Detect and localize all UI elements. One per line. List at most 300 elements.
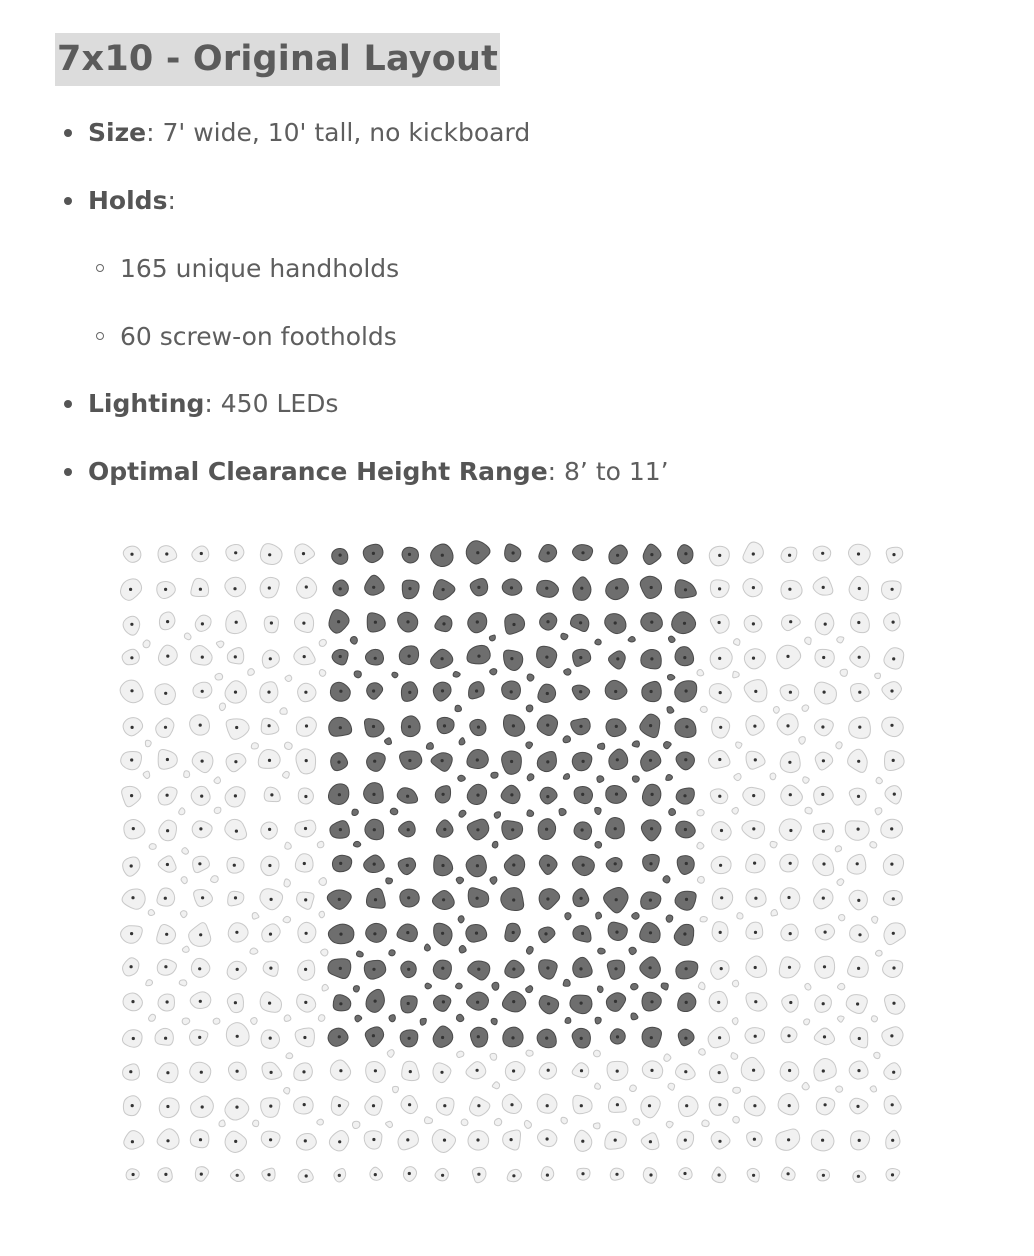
bolt-hole xyxy=(129,1070,132,1073)
foothold xyxy=(219,1120,225,1127)
bolt-hole xyxy=(754,897,757,900)
bolt-hole xyxy=(441,864,444,867)
lit-foothold xyxy=(563,774,569,780)
bolt-hole xyxy=(856,1002,859,1005)
bolt-hole xyxy=(303,862,306,865)
bolt-hole xyxy=(199,724,202,727)
bolt-hole xyxy=(441,689,444,692)
bolt-hole xyxy=(787,1034,790,1037)
bolt-hole xyxy=(166,620,169,623)
bolt-hole xyxy=(719,691,722,694)
lit-foothold xyxy=(389,1015,395,1022)
bolt-hole xyxy=(476,897,479,900)
foothold xyxy=(733,1087,741,1093)
bolt-hole xyxy=(443,1104,446,1107)
bolt-hole xyxy=(718,1036,721,1039)
bolt-hole xyxy=(406,620,409,623)
bolt-hole xyxy=(649,899,652,902)
bolt-hole xyxy=(476,620,479,623)
lit-foothold xyxy=(661,983,668,990)
bolt-hole xyxy=(406,1138,409,1141)
bolt-hole xyxy=(131,1140,134,1143)
bolt-hole xyxy=(339,1002,342,1005)
lit-foothold xyxy=(561,633,568,640)
bolt-hole xyxy=(546,966,549,969)
bolt-hole xyxy=(166,655,169,658)
bolt-hole xyxy=(787,896,790,899)
foothold xyxy=(875,950,882,956)
bolt-hole xyxy=(753,1138,756,1141)
foothold xyxy=(870,842,877,848)
bolt-hole xyxy=(199,933,202,936)
bolt-hole xyxy=(512,898,515,901)
foothold xyxy=(146,980,153,986)
bolt-hole xyxy=(234,551,237,554)
bolt-hole xyxy=(685,689,688,692)
foothold xyxy=(837,637,844,643)
bolt-hole xyxy=(718,554,721,557)
bolt-hole xyxy=(718,1071,721,1074)
foothold xyxy=(143,771,150,778)
bolt-hole xyxy=(337,620,340,623)
bolt-hole xyxy=(650,690,653,693)
bolt-hole xyxy=(582,760,585,763)
bolt-hole xyxy=(166,758,169,761)
bolt-hole xyxy=(442,588,445,591)
bolt-hole xyxy=(337,761,340,764)
bolt-hole xyxy=(235,1106,238,1109)
bolt-hole xyxy=(650,1036,653,1039)
bolt-hole xyxy=(616,1103,619,1106)
bolt-hole xyxy=(650,621,653,624)
lit-foothold xyxy=(490,669,497,675)
foothold xyxy=(285,675,292,681)
bolt-hole xyxy=(339,828,342,831)
foothold xyxy=(836,1086,843,1092)
bolt-hole xyxy=(164,692,167,695)
bolt-hole xyxy=(270,793,273,796)
bolt-hole xyxy=(858,933,861,936)
bolt-hole xyxy=(615,586,618,589)
foothold xyxy=(182,1018,190,1025)
lit-foothold xyxy=(352,809,359,815)
bolt-hole xyxy=(547,1002,550,1005)
bolt-hole xyxy=(233,587,236,590)
bolt-hole xyxy=(374,1173,377,1176)
bolt-hole xyxy=(234,691,237,694)
bolt-hole xyxy=(753,725,756,728)
bolt-hole xyxy=(132,1173,135,1176)
bolt-hole xyxy=(409,1070,412,1073)
bolt-hole xyxy=(718,657,721,660)
bolt-hole xyxy=(822,862,825,865)
bolt-hole xyxy=(166,1000,169,1003)
bolt-hole xyxy=(270,898,273,901)
lit-foothold xyxy=(565,913,571,920)
bolt-hole xyxy=(580,587,583,590)
bolt-hole xyxy=(408,1037,411,1040)
foothold xyxy=(799,737,806,745)
lit-foothold xyxy=(491,772,498,778)
bolt-hole xyxy=(892,1002,895,1005)
bolt-hole xyxy=(581,1172,584,1175)
bolt-hole xyxy=(650,586,653,589)
bolt-hole xyxy=(269,1037,272,1040)
lit-foothold xyxy=(631,1013,638,1020)
spec-lighting xyxy=(88,388,338,420)
bolt-hole xyxy=(200,1071,203,1074)
bolt-hole xyxy=(753,862,756,865)
bolt-hole xyxy=(372,1034,375,1037)
bolt-hole xyxy=(339,933,342,936)
bolt-hole xyxy=(477,726,480,729)
foothold xyxy=(284,742,292,749)
bolt-hole xyxy=(201,622,204,625)
bolt-hole xyxy=(720,829,723,832)
foothold xyxy=(182,848,189,855)
foothold xyxy=(668,1083,675,1090)
bolt-hole xyxy=(579,725,582,728)
bolt-hole xyxy=(786,724,789,727)
lit-foothold xyxy=(669,809,676,816)
bolt-hole xyxy=(788,1069,791,1072)
foothold xyxy=(283,916,291,922)
bolt-hole xyxy=(546,620,549,623)
bolt-hole xyxy=(544,932,547,935)
foothold xyxy=(250,948,258,954)
bolt-hole xyxy=(858,656,861,659)
bolt-hole xyxy=(407,1002,410,1005)
bolt-hole xyxy=(236,1035,239,1038)
lit-foothold xyxy=(489,635,495,641)
bolt-hole xyxy=(615,725,618,728)
bolt-hole xyxy=(200,795,203,798)
foothold xyxy=(145,740,151,747)
foothold xyxy=(216,641,224,648)
lit-foothold xyxy=(390,808,398,815)
lit-handhold xyxy=(573,957,592,977)
bolt-hole xyxy=(858,691,861,694)
bolt-hole xyxy=(338,1174,341,1177)
foothold xyxy=(318,1015,325,1022)
bolt-hole xyxy=(131,1104,134,1107)
bolt-hole xyxy=(890,863,893,866)
bolt-hole xyxy=(166,1139,169,1142)
foothold xyxy=(317,841,324,848)
foothold xyxy=(319,911,325,918)
bolt-hole xyxy=(234,1140,237,1143)
handhold xyxy=(226,1023,249,1046)
bolt-hole xyxy=(754,1035,757,1038)
bolt-hole xyxy=(476,1138,479,1141)
foothold xyxy=(802,705,809,711)
foothold xyxy=(875,673,881,679)
bolt-hole xyxy=(130,864,133,867)
lit-foothold xyxy=(663,876,670,883)
spec-clearance-label: Optimal Clearance Height Range xyxy=(88,457,548,486)
bolt-hole xyxy=(685,725,688,728)
bolt-hole xyxy=(821,1139,824,1142)
bolt-hole xyxy=(684,1037,687,1040)
bolt-hole xyxy=(718,1140,721,1143)
bolt-hole xyxy=(201,760,204,763)
bolt-hole xyxy=(304,691,307,694)
lit-foothold xyxy=(632,913,639,920)
bolt-hole xyxy=(442,793,445,796)
foothold xyxy=(179,980,187,986)
lit-foothold xyxy=(527,774,534,781)
bolt-hole xyxy=(718,621,721,624)
foothold xyxy=(214,807,221,813)
bolt-hole xyxy=(890,689,893,692)
foothold xyxy=(664,1054,671,1061)
lit-foothold xyxy=(424,944,430,951)
foothold xyxy=(457,1051,464,1057)
bolt-hole xyxy=(754,931,757,934)
lit-handhold xyxy=(677,856,694,875)
bolt-hole xyxy=(267,1173,270,1176)
bolt-hole xyxy=(339,1069,342,1072)
bolt-hole xyxy=(650,1069,653,1072)
bolt-hole xyxy=(893,793,896,796)
bolt-hole xyxy=(130,758,133,761)
bolt-hole xyxy=(512,724,515,727)
bolt-hole xyxy=(752,1069,755,1072)
bolt-hole xyxy=(892,657,895,660)
lit-foothold xyxy=(356,951,363,957)
bolt-hole xyxy=(684,828,687,831)
foothold xyxy=(253,1120,259,1127)
foothold xyxy=(211,876,219,883)
bolt-hole xyxy=(305,724,308,727)
bolt-hole xyxy=(754,690,757,693)
foothold xyxy=(184,771,190,778)
bolt-hole xyxy=(683,656,686,659)
lit-foothold xyxy=(527,674,534,681)
bolt-hole xyxy=(268,759,271,762)
bolt-hole xyxy=(545,656,548,659)
bolt-hole xyxy=(615,898,618,901)
bolt-hole xyxy=(580,1104,583,1107)
spec-holds-handholds: 165 unique handholds xyxy=(120,254,400,283)
bolt-hole xyxy=(476,758,479,761)
bolt-hole xyxy=(270,1071,273,1074)
bolt-hole xyxy=(234,896,237,899)
bolt-hole xyxy=(650,657,653,660)
bolt-hole xyxy=(649,759,652,762)
bolt-hole xyxy=(305,932,308,935)
bolt-hole xyxy=(684,552,687,555)
bolt-hole xyxy=(753,1104,756,1107)
bolt-hole xyxy=(512,931,515,934)
bolt-hole xyxy=(788,588,791,591)
foothold xyxy=(805,637,812,644)
foothold xyxy=(803,777,810,783)
foothold xyxy=(490,1053,497,1060)
bolt-hole xyxy=(339,726,342,729)
foothold xyxy=(184,633,191,640)
foothold xyxy=(871,1016,877,1022)
lit-handhold xyxy=(605,680,627,699)
foothold xyxy=(322,984,328,991)
foothold xyxy=(319,669,326,676)
bolt-hole xyxy=(303,1036,306,1039)
lit-foothold xyxy=(453,672,460,678)
bolt-hole xyxy=(683,1172,686,1175)
lit-foothold xyxy=(420,1018,426,1025)
lit-foothold xyxy=(559,808,566,815)
bolt-hole xyxy=(268,724,271,727)
bolt-hole xyxy=(512,1000,515,1003)
spec-holds xyxy=(88,185,176,217)
bolt-hole xyxy=(821,725,824,728)
bolt-hole xyxy=(477,655,480,658)
spec-size-value: : 7' wide, 10' tall, no kickboard xyxy=(146,118,531,147)
bolt-hole xyxy=(269,657,272,660)
bolt-hole xyxy=(822,586,825,589)
bolt-hole xyxy=(408,655,411,658)
bolt-hole xyxy=(789,1001,792,1004)
handhold xyxy=(159,1098,179,1118)
bolt-hole xyxy=(236,968,239,971)
lit-foothold xyxy=(563,979,570,986)
bolt-hole xyxy=(891,1139,894,1142)
foothold xyxy=(838,914,844,920)
foothold xyxy=(213,1018,220,1024)
lit-foothold xyxy=(526,705,533,712)
foothold xyxy=(286,1053,293,1059)
bolt-hole xyxy=(476,551,479,554)
foothold xyxy=(214,777,221,784)
bolt-hole xyxy=(442,1000,445,1003)
foothold xyxy=(251,1018,258,1025)
bolt-hole xyxy=(754,758,757,761)
bolt-hole xyxy=(684,588,687,591)
bolt-hole xyxy=(581,551,584,554)
bolt-hole xyxy=(372,552,375,555)
bolt-hole xyxy=(720,967,723,970)
lit-handhold xyxy=(433,995,450,1011)
bolt-hole xyxy=(132,827,135,830)
bolt-hole xyxy=(338,1035,341,1038)
bolt-hole xyxy=(267,691,270,694)
lit-foothold xyxy=(595,807,601,814)
bolt-hole xyxy=(510,793,513,796)
bolt-hole xyxy=(372,968,375,971)
bolt-hole xyxy=(406,931,409,934)
foothold xyxy=(770,841,777,848)
bolt-hole xyxy=(684,1070,687,1073)
lit-foothold xyxy=(490,877,497,885)
bolt-hole xyxy=(788,761,791,764)
spec-size xyxy=(88,117,530,149)
bolt-hole xyxy=(752,657,755,660)
bolt-hole xyxy=(788,554,791,557)
bolt-hole xyxy=(372,689,375,692)
foothold xyxy=(805,807,812,814)
lit-foothold xyxy=(392,672,398,678)
foothold xyxy=(835,846,841,852)
bolt-hole xyxy=(616,554,619,557)
bolt-hole xyxy=(719,931,722,934)
bolt-hole xyxy=(683,622,686,625)
bolt-hole xyxy=(718,1173,721,1176)
bolt-hole xyxy=(685,862,688,865)
foothold xyxy=(771,909,778,915)
bolt-hole xyxy=(510,760,513,763)
handhold xyxy=(882,717,904,737)
bolt-hole xyxy=(338,793,341,796)
bolt-hole xyxy=(892,966,895,969)
foothold xyxy=(697,842,704,849)
bolt-hole xyxy=(615,793,618,796)
bolt-hole xyxy=(476,1001,479,1004)
bolt-hole xyxy=(441,1036,444,1039)
bolt-hole xyxy=(408,725,411,728)
bolt-hole xyxy=(200,552,203,555)
bolt-hole xyxy=(130,932,133,935)
bolt-hole xyxy=(165,552,168,555)
lit-foothold xyxy=(455,705,462,711)
handhold xyxy=(225,819,247,839)
bolt-hole xyxy=(789,932,792,935)
lit-foothold xyxy=(667,707,674,714)
bolt-hole xyxy=(752,827,755,830)
bolt-hole xyxy=(580,1002,583,1005)
bolt-hole xyxy=(822,1002,825,1005)
bolt-hole xyxy=(824,623,827,626)
foothold xyxy=(280,708,287,715)
foothold xyxy=(734,773,741,780)
bolt-hole xyxy=(858,587,861,590)
bolt-hole xyxy=(614,1000,617,1003)
bolt-hole xyxy=(166,829,169,832)
foothold xyxy=(736,742,742,748)
bolt-hole xyxy=(616,657,619,660)
bolt-hole xyxy=(580,1069,583,1072)
bolt-hole xyxy=(304,827,307,830)
bolt-hole xyxy=(339,655,342,658)
bolt-hole xyxy=(512,968,515,971)
foothold xyxy=(732,1018,738,1025)
bolt-hole xyxy=(546,795,549,798)
bolt-hole xyxy=(339,554,342,557)
bolt-hole xyxy=(408,553,411,556)
bolt-hole xyxy=(443,828,446,831)
lit-foothold xyxy=(597,743,604,749)
lit-foothold xyxy=(353,841,360,847)
bolt-hole xyxy=(858,1037,861,1040)
handhold xyxy=(537,1094,557,1113)
foothold xyxy=(393,1086,399,1092)
bolt-hole xyxy=(857,899,860,902)
foothold xyxy=(561,1117,567,1124)
bolt-hole xyxy=(443,724,446,727)
foothold xyxy=(386,1121,393,1127)
bolt-hole xyxy=(823,691,826,694)
bolt-hole xyxy=(754,966,757,969)
lit-foothold xyxy=(526,742,533,749)
spec-holds-footholds: 60 screw-on footholds xyxy=(120,322,397,351)
lit-foothold xyxy=(386,878,393,884)
bolt-hole xyxy=(616,758,619,761)
bolt-hole xyxy=(373,863,376,866)
foothold xyxy=(700,916,707,921)
bolt-hole xyxy=(510,586,513,589)
bolt-hole xyxy=(302,1070,305,1073)
foothold xyxy=(876,777,882,783)
foothold xyxy=(770,773,776,780)
